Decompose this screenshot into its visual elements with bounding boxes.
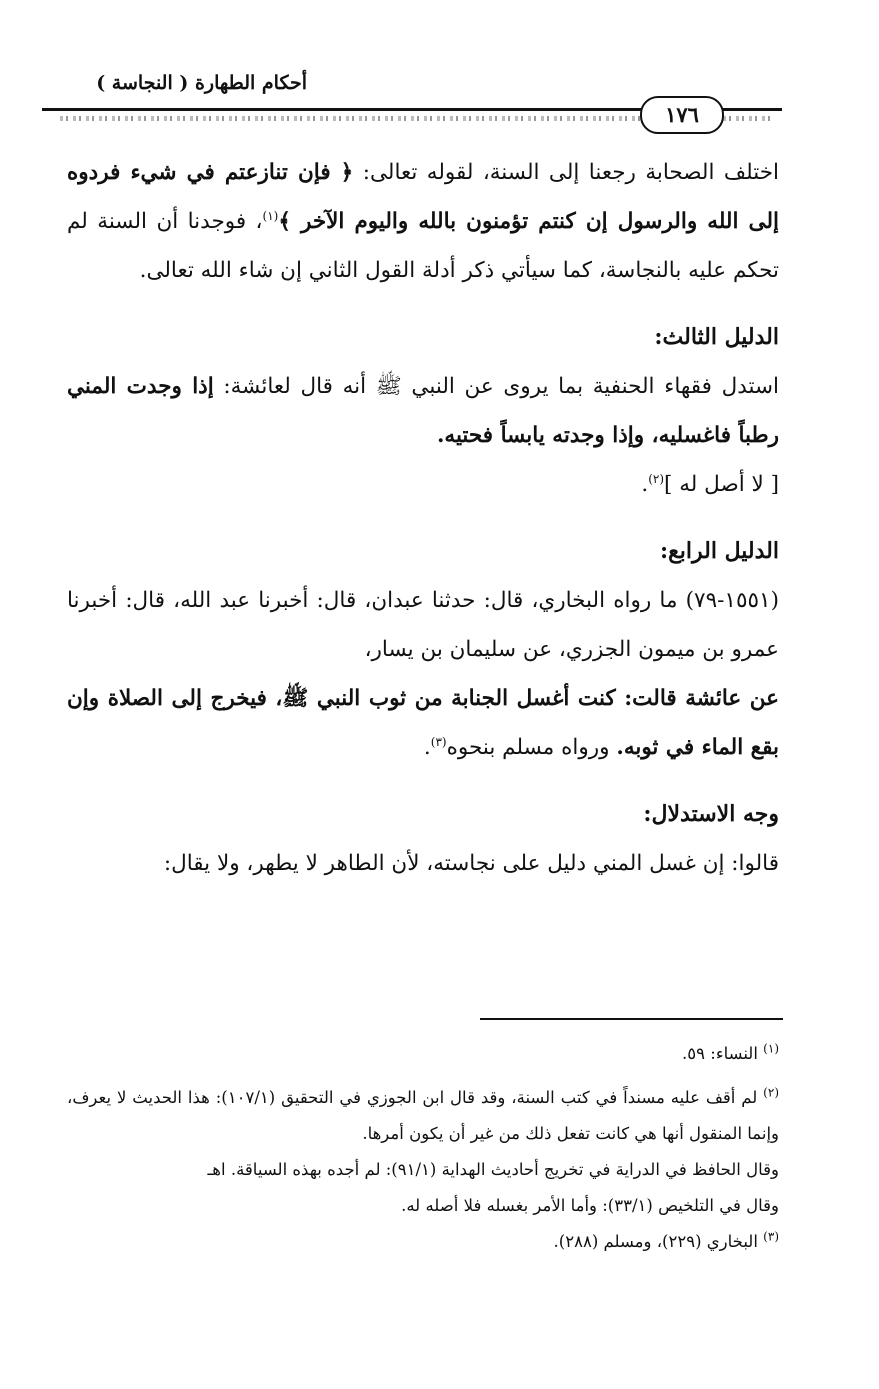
paragraph-5 (67, 674, 779, 772)
paragraph-1-tail: ، فوجدنا أن السنة لم تحكم عليه بالنجاسة، كما سيأتي ذكر أدلة القول الثاني إن شاء الله تعالى. (67, 209, 779, 283)
footnote-ref-1: (١) (262, 208, 279, 223)
footnote-2-mark: (٢) (763, 1085, 779, 1100)
paragraph-1 (67, 148, 779, 295)
footnote-3-text: البخاري (٢٢٩)، ومسلم (٢٨٨). (553, 1232, 764, 1251)
running-title: أحكام الطهارة ( النجاسة ) (96, 72, 307, 94)
paragraph-4: (١٥٥١-٧٩) ما رواه البخاري، قال: حدثنا عبدان، قال: أخبرنا عبد الله، قال: أخبرنا عمرو بن ميمون الجزري، عن سليمان بن يسار، (67, 588, 779, 662)
grading-text: [ لا أصل له ] (664, 472, 779, 497)
footnotes (67, 1036, 779, 1260)
paragraph-2 (67, 362, 779, 460)
footnote-2-text: لم أقف عليه مسنداً في كتب السنة، وقد قال ابن الجوزي في التحقيق (١٠٧/١): هذا الحديث لا يعرف، وإنما المنقول أنها هي كانت تفعل ذلك من غير أن يكون أمرها. (67, 1088, 779, 1143)
paragraph-5-end: . (423, 735, 431, 760)
paragraph-5-tail: ورواه مسلم بنحوه (446, 735, 617, 760)
footnote-2-line-b: وقال الحافظ في الدراية في تخريج أحاديث الهداية (٩١/١): لم أجده بهذه السياقة. اهـ (207, 1160, 779, 1179)
main-text (67, 148, 779, 888)
footnote-rule (480, 1018, 783, 1020)
footnote-2 (67, 1080, 779, 1152)
hadith-text-1: إذا وجدت المني رطباً فاغسليه، وإذا وجدته يابساً فحتيه. (67, 374, 779, 448)
paragraph-6: قالوا: إن غسل المني دليل على نجاسته، لأن الطاهر لا يطهر، ولا يقال: (163, 851, 779, 876)
heading-inference: وجه الاستدلال: (643, 801, 779, 827)
footnote-1-mark: (١) (763, 1041, 779, 1056)
hadith-text-2: عن عائشة قالت: كنت أغسل الجنابة من ثوب النبي ﷺ، فيخرج إلى الصلاة وإن بقع الماء في ثوبه. (67, 686, 779, 760)
grading-end: . (641, 472, 649, 497)
paragraph-1-text: اختلف الصحابة رجعنا إلى السنة، لقوله تعالى: (353, 160, 779, 185)
page-number: ١٧٦ (640, 96, 724, 134)
heading-fourth-evidence: الدليل الرابع: (659, 538, 779, 564)
footnote-ref-2: (٢) (648, 471, 665, 486)
footnote-ref-3: (٣) (430, 734, 447, 749)
paragraph-2-text: استدل فقهاء الحنفية بما يروى عن النبي ﷺ أنه قال لعائشة: (213, 374, 779, 399)
footnote-1-text: النساء: ٥٩. (682, 1044, 764, 1063)
footnote-1 (67, 1036, 779, 1072)
footnote-2-line-c: وقال في التلخيص (٣٣/١): وأما الأمر بغسله فلا أصله له. (401, 1196, 779, 1215)
footnote-3-mark: (٣) (763, 1229, 779, 1244)
footnote-3 (67, 1224, 779, 1260)
paragraph-grading (67, 460, 779, 509)
quran-verse: ﴿ فإن تنازعتم في شيء فردوه إلى الله والرسول إن كنتم تؤمنون بالله واليوم الآخر ﴾ (67, 160, 779, 234)
heading-third-evidence: الدليل الثالث: (654, 324, 779, 350)
